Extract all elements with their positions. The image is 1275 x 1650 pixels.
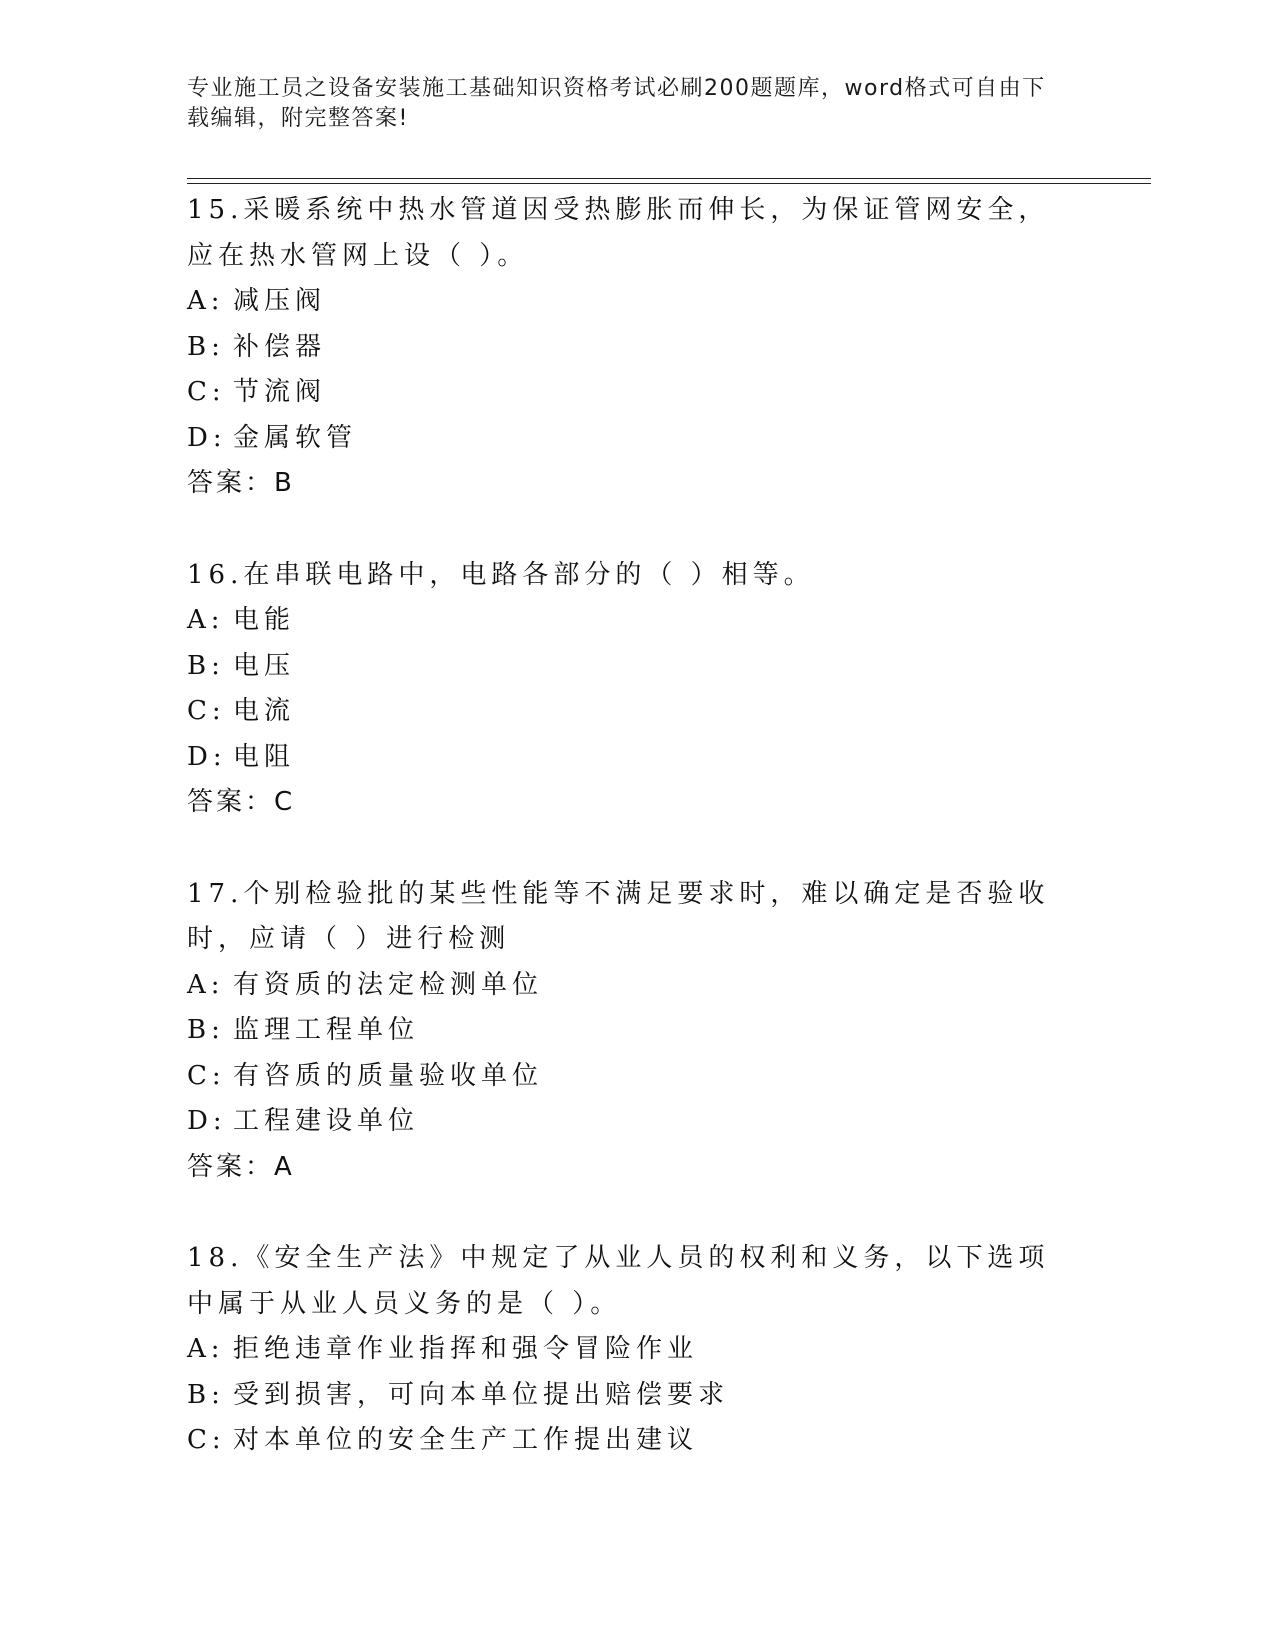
- question-15: [187, 188, 1077, 507]
- option-text: 节流阀: [233, 377, 327, 407]
- option-text: 补偿器: [233, 331, 327, 362]
- option-text: 工程建设单位: [233, 1106, 420, 1136]
- answer-line: 答案：C: [187, 787, 296, 817]
- option-letter: D:: [187, 1106, 227, 1136]
- option-a: [187, 598, 1077, 644]
- option-text: 金属软管: [233, 422, 358, 453]
- option-text: 受到损害，可向本单位提出赔偿要求: [233, 1379, 730, 1410]
- answer-line: 答案：B: [187, 468, 295, 498]
- option-letter: A:: [187, 969, 225, 1000]
- option-a: [187, 1327, 1077, 1373]
- option-b: [187, 644, 1077, 690]
- option-letter: A:: [187, 286, 225, 316]
- option-c: [187, 689, 1077, 735]
- question-stem: 16.在串联电路中，电路各部分的（ ）相等。: [187, 559, 815, 590]
- option-text: 电压: [233, 650, 296, 681]
- option-letter: C:: [187, 696, 226, 726]
- option-letter: B:: [187, 331, 225, 362]
- option-letter: A:: [187, 605, 225, 635]
- question-16: [187, 553, 1077, 826]
- option-letter: D:: [187, 422, 227, 453]
- option-letter: B:: [187, 1015, 225, 1045]
- option-text: 监理工程单位: [233, 1015, 420, 1045]
- question-17: [187, 872, 1077, 1191]
- option-c: [187, 370, 1077, 416]
- answer-line: 答案：A: [187, 1151, 295, 1182]
- option-letter: A:: [187, 1334, 225, 1364]
- option-letter: C:: [187, 1425, 226, 1455]
- option-b: [187, 325, 1077, 371]
- option-a: [187, 279, 1077, 325]
- option-b: [187, 1373, 1077, 1419]
- question-18: [187, 1236, 1077, 1464]
- option-text: 有资质的法定检测单位: [233, 969, 544, 1000]
- option-c: [187, 1054, 1077, 1100]
- option-letter: D:: [187, 741, 227, 772]
- header-divider-bottom: [187, 183, 1151, 184]
- option-text: 电阻: [233, 741, 296, 772]
- question-stem: 17.个别检验批的某些性能等不满足要求时，难以确定是否验收时，应请（ ）进行检测: [187, 878, 1050, 954]
- option-b: [187, 1008, 1077, 1054]
- option-d: [187, 1099, 1077, 1145]
- option-text: 电流: [233, 696, 296, 726]
- option-text: 拒绝违章作业指挥和强令冒险作业: [233, 1334, 699, 1364]
- option-letter: B:: [187, 650, 225, 681]
- option-c: [187, 1418, 1077, 1464]
- header-divider-top: [187, 178, 1151, 179]
- option-letter: C:: [187, 1060, 226, 1091]
- option-a: [187, 963, 1077, 1009]
- question-stem: 15.采暖系统中热水管道因受热膨胀而伸长，为保证管网安全，应在热水管网上设（ ）。: [187, 195, 1050, 271]
- question-list: [187, 188, 1077, 1510]
- option-d: [187, 416, 1077, 462]
- document-header: 专业施工员之设备安装施工基础知识资格考试必刷200题题库，word格式可自由下载编辑，附完整答案!: [187, 76, 1046, 131]
- option-d: [187, 735, 1077, 781]
- option-letter: C:: [187, 377, 226, 407]
- option-text: 对本单位的安全生产工作提出建议: [233, 1425, 699, 1455]
- option-text: 有咨质的质量验收单位: [233, 1060, 544, 1091]
- option-text: 减压阀: [233, 286, 327, 316]
- question-stem: 18.《安全生产法》中规定了从业人员的权利和义务，以下选项中属于从业人员义务的是（ ）。: [187, 1243, 1050, 1319]
- option-text: 电能: [233, 605, 296, 635]
- option-letter: B:: [187, 1379, 225, 1410]
